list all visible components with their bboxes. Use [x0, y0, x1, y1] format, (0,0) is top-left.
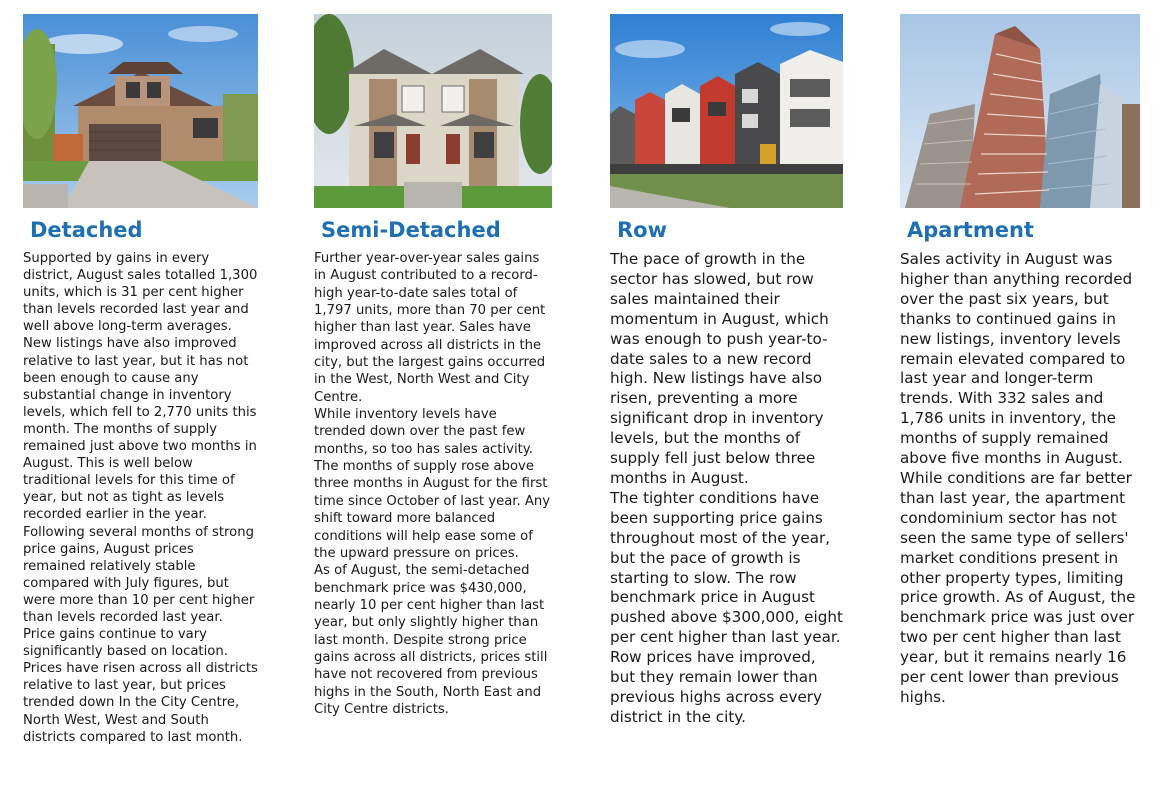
column-body — [610, 250, 843, 728]
row-column — [610, 14, 843, 728]
column-title: Row — [617, 218, 667, 242]
semi-detached-house-photo — [314, 14, 552, 208]
paragraph: The tighter conditions have been supporting price gains throughout most of the year, but the pace of growth is starting to slow. The row benchmark price in August pushed above $300,000, eight per cent higher than last year. Row prices have improved, but they remain lower than previous highs across every district in the city. — [610, 488, 843, 726]
paragraph: Following several months of strong price gains, August prices remained relatively stable compared with July figures, but were more than 10 per cent higher than levels recorded last year. Price gains continue to vary significantly based on location. Prices have risen across all districts relative to last year, but prices trended down In the City Centre, North West, West and South districts compared to last month. — [23, 524, 258, 745]
semi-detached-column — [314, 14, 552, 718]
apartment-column — [900, 14, 1140, 708]
paragraph: While inventory levels have trended down over the past few months, so too has sales activity. The months of supply rose above three months in August for the first time since October of last year. Any shift toward more balanced conditions will help ease some of the upward pressure on prices. — [314, 407, 551, 561]
paragraph: Further year-over-year sales gains in August contributed to a record-high year-to-date sales total of 1,797 units, more than 70 per cent higher than last year. Sales have improved across all districts in the city, but the largest gains occurred in the West, North West and City Centre. — [314, 251, 546, 405]
detached-house-photo — [23, 14, 258, 208]
row-house-photo — [610, 14, 843, 208]
paragraph: As of August, the semi-detached benchmark price was $430,000, nearly 10 per cent higher than last year, but only slightly higher than last month. Despite strong price gains across all districts, prices still have not recovered from previous highs in the South, North East and City Centre districts. — [314, 563, 548, 717]
paragraph: Supported by gains in every district, August sales totalled 1,300 units, which is 31 per cent higher than levels recorded last year and well above long-term averages. New listings have also improved relative to last year, but it has not been enough to cause any substantial change in inventory levels, which fell to 2,770 units this month. The months of supply remained just above two months in August. This is well below traditional levels for this time of year, but not as tight as levels recorded earlier in the year. — [23, 251, 258, 523]
column-body — [314, 250, 552, 718]
column-body — [23, 250, 258, 746]
detached-column — [23, 14, 258, 746]
column-title: Apartment — [907, 218, 1034, 242]
paragraph: The pace of growth in the sector has slowed, but row sales maintained their momentum in August, which was enough to push year-to-date sales to a new record high. New listings have also risen, preventing a more significant drop in inventory levels, but the months of supply fell just below three months in August. — [610, 250, 829, 487]
column-title: Detached — [30, 218, 143, 242]
paragraph: Sales activity in August was higher than anything recorded over the past six years, but thanks to continued gains in new listings, inventory levels remain elevated compared to last year and longer-term trends. With 332 sales and 1,786 units in inventory, the months of supply remained above five months in August. While conditions are far better than last year, the apartment condominium sector has not seen the same type of sellers' market conditions present in other property types, limiting price growth. As of August, the benchmark price was just over two per cent higher than last year, but it remains nearly 16 per cent lower than previous highs. — [900, 250, 1136, 706]
apartment-tower-photo — [900, 14, 1140, 208]
column-title: Semi-Detached — [321, 218, 501, 242]
column-body — [900, 250, 1140, 708]
